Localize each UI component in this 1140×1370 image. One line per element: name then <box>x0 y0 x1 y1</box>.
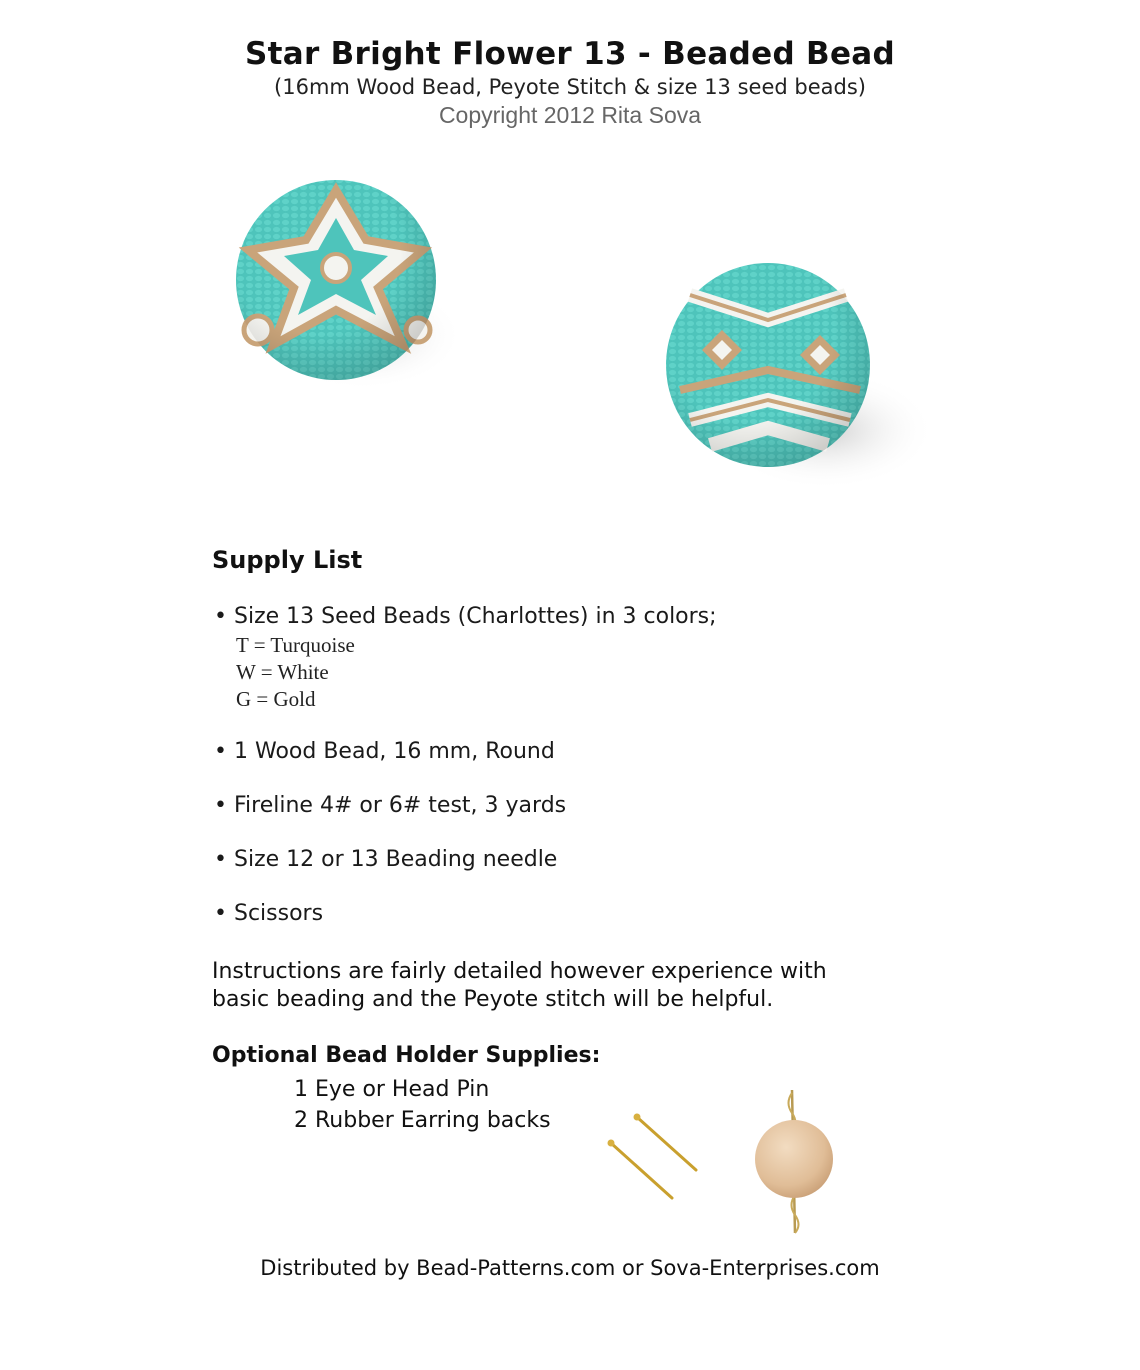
beaded-bead-photo-left <box>218 170 468 400</box>
pattern-subtitle: (16mm Wood Bead, Peyote Stitch & size 13 seed beads) <box>274 75 866 99</box>
bullet-icon: • <box>214 847 227 872</box>
supply-item-text: 1 Wood Bead, 16 mm, Round <box>234 739 555 764</box>
color-key-white: W = White <box>236 660 329 684</box>
instructions-note <box>212 958 912 1014</box>
supply-item-needle <box>214 845 914 875</box>
supply-item-text: Fireline 4# or 6# test, 3 yards <box>234 793 567 818</box>
optional-item-pin: 1 Eye or Head Pin <box>294 1077 490 1102</box>
supply-list-heading: Supply List <box>212 546 363 574</box>
optional-item-earring-backs: 2 Rubber Earring backs <box>294 1108 551 1133</box>
beaded-bead-photo-right <box>650 250 940 510</box>
distributor-footer: Distributed by Bead-Patterns.com or Sova-Enterprises.com <box>260 1256 880 1280</box>
bead-color-key <box>234 632 914 713</box>
wood-bead-on-pin-photo <box>745 1085 845 1235</box>
supply-item-fireline <box>214 791 914 821</box>
instructions-line-2: basic beading and the Peyote stitch will be helpful. <box>212 987 774 1012</box>
supply-item-seed-beads <box>214 602 914 713</box>
bullet-icon: • <box>214 901 227 926</box>
color-key-gold: G = Gold <box>236 687 316 711</box>
copyright-notice: Copyright 2012 Rita Sova <box>438 102 702 128</box>
supply-item-text: Size 12 or 13 Beading needle <box>234 847 558 872</box>
supply-list <box>214 602 914 953</box>
supply-item-wood-bead <box>214 737 914 767</box>
optional-supplies-list <box>294 1074 551 1136</box>
supply-item-text: Size 13 Seed Beads (Charlottes) in 3 colors; <box>234 604 717 629</box>
head-pins-photo <box>600 1110 710 1205</box>
bullet-icon: • <box>214 604 227 629</box>
instructions-line-1: Instructions are fairly detailed however experience with <box>212 959 827 984</box>
optional-supplies-heading: Optional Bead Holder Supplies: <box>212 1043 601 1068</box>
supply-item-text: Scissors <box>234 901 324 926</box>
supply-item-scissors <box>214 899 914 929</box>
color-key-turquoise: T = Turquoise <box>236 633 355 657</box>
bullet-icon: • <box>214 739 227 764</box>
bullet-icon: • <box>214 793 227 818</box>
pattern-title: Star Bright Flower 13 - Beaded Bead <box>244 36 896 72</box>
